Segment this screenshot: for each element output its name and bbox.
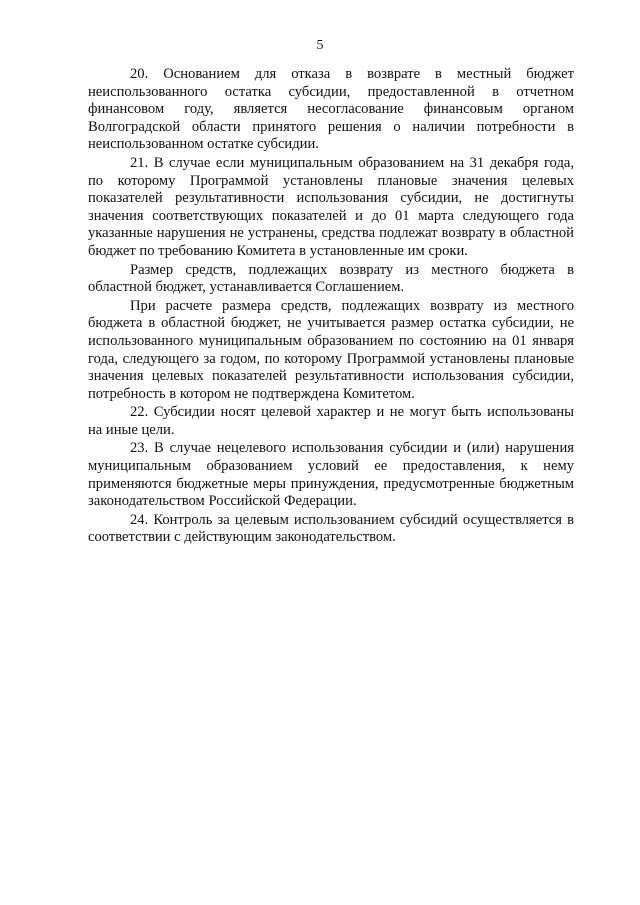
paragraph-23: 23. В случае нецелевого использования субсидии и (или) нарушения муниципальным образованием условий ее предоставления, к нему применяются бюджетные меры принуждения, предусмотренные бюджетным законодательством Российской Федерации. (88, 440, 574, 510)
paragraph-refund-calculation: При расчете размера средств, подлежащих возврату из местного бюджета в областной бюджет, не учитывается размер остатка субсидии, не использованного муниципальным образованием по состоянию на 01 января года, следующего за годом, по которому Программой установлены плановые значения целевых показателей результативности использования субсидии, потребность в котором не подтверждена Комитетом. (88, 297, 574, 402)
paragraph-refund-amount: Размер средств, подлежащих возврату из местного бюджета в областной бюджет, устанавливается Соглашением. (88, 261, 574, 296)
paragraph-22: 22. Субсидии носят целевой характер и не могут быть использованы на иные цели. (88, 404, 574, 438)
document-body (88, 66, 574, 548)
paragraph-24: 24. Контроль за целевым использованием субсидий осуществляется в соответствии с действующим законодательством. (88, 511, 574, 546)
paragraph-20: 20. Основанием для отказа в возврате в местный бюджет неиспользованного остатка субсидии, предоставленной в отчетном финансовом году, является несогласование финансовым органом Волгоградской области принятого решения о наличии потребности в неиспользованном остатке субсидии. (88, 66, 574, 153)
paragraph-21: 21. В случае если муниципальным образованием на 31 декабря года, по которому Программой установлены плановые значения целевых показателей результативности использования субсидии, не достигнуты значения соответствующих показателей и до 01 марта следующего года указанные нарушения не устранены, средства подлежат возврату в областной бюджет по требованию Комитета в установленные им сроки. (88, 154, 574, 259)
page-number: 5 (316, 38, 324, 53)
